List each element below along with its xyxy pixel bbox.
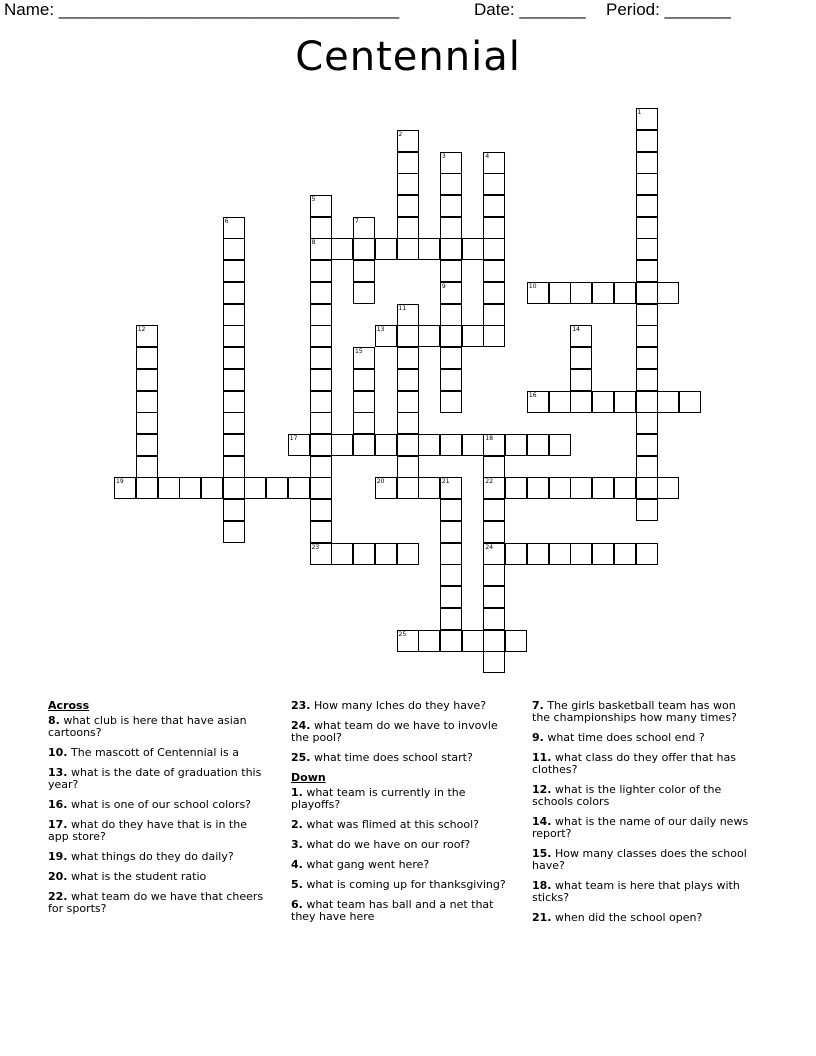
crossword-cell[interactable] (223, 412, 245, 434)
crossword-cell[interactable] (397, 195, 419, 217)
crossword-cell[interactable] (418, 434, 440, 456)
crossword-cell[interactable] (505, 630, 527, 652)
crossword-cell[interactable] (483, 499, 505, 521)
clue-down: 1. what team is currently in the playoffs? (291, 786, 466, 811)
worksheet-header (0, 0, 816, 24)
clue-down: 21. when did the school open? (532, 911, 703, 924)
crossword-cell[interactable] (483, 586, 505, 608)
clue-across: 25. what time does school start? (291, 751, 473, 764)
clue-across: 23. How many lches do they have? (291, 699, 487, 712)
crossword-cell[interactable] (114, 477, 136, 499)
clue-number-label: 23 (311, 543, 320, 551)
crossword-cell[interactable] (570, 391, 592, 413)
crossword-cell[interactable] (223, 238, 245, 260)
crossword-cell[interactable] (592, 543, 614, 565)
crossword-cell[interactable] (310, 499, 332, 521)
crossword-cell[interactable] (549, 543, 571, 565)
crossword-cell[interactable] (636, 238, 658, 260)
crossword-cell[interactable] (440, 238, 462, 260)
crossword-cell[interactable] (353, 238, 375, 260)
crossword-cell[interactable] (440, 325, 462, 347)
crossword-cell[interactable] (136, 347, 158, 369)
crossword-cell[interactable] (397, 477, 419, 499)
crossword-cell[interactable] (331, 238, 353, 260)
clue-number-label: 7 (355, 217, 359, 225)
crossword-cell[interactable] (636, 412, 658, 434)
crossword-cell[interactable] (483, 238, 505, 260)
crossword-cell[interactable] (266, 477, 288, 499)
clue-number-label: 8 (311, 239, 316, 247)
crossword-cell[interactable] (636, 347, 658, 369)
crossword-cell[interactable] (549, 434, 571, 456)
crossword-cell[interactable] (440, 586, 462, 608)
crossword-cell[interactable] (483, 217, 505, 239)
crossword-cell[interactable] (310, 260, 332, 282)
crossword-cell[interactable] (158, 477, 180, 499)
crossword-cell[interactable] (353, 391, 375, 413)
crossword-cell[interactable] (549, 282, 571, 304)
crossword-cell[interactable] (331, 543, 353, 565)
crossword-cell[interactable] (310, 238, 332, 260)
crossword-cell[interactable] (223, 499, 245, 521)
crossword-cell[interactable] (505, 477, 527, 499)
crossword-cell[interactable] (483, 152, 505, 174)
crossword-cell[interactable] (223, 456, 245, 478)
crossword-cell[interactable] (310, 304, 332, 326)
crossword-cell[interactable] (483, 651, 505, 673)
crossword-cell[interactable] (462, 434, 484, 456)
crossword-cell[interactable] (440, 304, 462, 326)
crossword-cell[interactable] (636, 499, 658, 521)
crossword-cell[interactable] (418, 477, 440, 499)
crossword-cell[interactable] (136, 325, 158, 347)
clue-down: 11. what class do they offer that has clothes? (532, 751, 736, 776)
crossword-cell[interactable] (636, 108, 658, 130)
crossword-cell[interactable] (223, 369, 245, 391)
crossword-cell[interactable] (462, 325, 484, 347)
crossword-cell[interactable] (201, 477, 223, 499)
crossword-cell[interactable] (679, 391, 701, 413)
crossword-cell[interactable] (375, 325, 397, 347)
crossword-cell[interactable] (614, 477, 636, 499)
page-title: Centennial (295, 34, 521, 80)
clue-down: 4. what gang went here? (291, 858, 430, 871)
crossword-cell[interactable] (505, 434, 527, 456)
crossword-cell[interactable] (483, 173, 505, 195)
crossword-cell[interactable] (136, 391, 158, 413)
crossword-cell[interactable] (636, 477, 658, 499)
crossword-cell[interactable] (636, 195, 658, 217)
crossword-cell[interactable] (483, 260, 505, 282)
down-heading: Down (291, 771, 326, 784)
crossword-cell[interactable] (527, 477, 549, 499)
crossword-cell[interactable] (353, 543, 375, 565)
crossword-cell[interactable] (549, 391, 571, 413)
clue-column-1 (48, 700, 266, 923)
clue-across: 8. what club is here that have asian cartoons? (48, 714, 247, 739)
crossword-cell[interactable] (462, 630, 484, 652)
crossword-cell[interactable] (310, 521, 332, 543)
crossword-cell[interactable] (440, 521, 462, 543)
crossword-cell[interactable] (397, 412, 419, 434)
crossword-cell[interactable] (614, 282, 636, 304)
crossword-cell[interactable] (636, 391, 658, 413)
period-field[interactable]: Period: _______ (606, 0, 731, 19)
clue-number-label: 4 (485, 152, 490, 160)
crossword-cell[interactable] (397, 543, 419, 565)
crossword-cell[interactable] (527, 391, 549, 413)
crossword-cell[interactable] (418, 325, 440, 347)
crossword-cell[interactable] (636, 543, 658, 565)
crossword-cell[interactable] (636, 282, 658, 304)
crossword-cell[interactable] (592, 477, 614, 499)
clue-across: 16. what is one of our school colors? (48, 798, 252, 811)
clue-number-label: 24 (485, 543, 494, 551)
clue-number-label: 11 (398, 304, 407, 312)
crossword-cell[interactable] (440, 499, 462, 521)
across-heading: Across (48, 699, 90, 712)
crossword-cell[interactable] (397, 391, 419, 413)
crossword-cell[interactable] (570, 325, 592, 347)
crossword-cell[interactable] (136, 434, 158, 456)
clue-number-label: 5 (311, 195, 316, 203)
crossword-cell[interactable] (397, 369, 419, 391)
crossword-cell[interactable] (310, 347, 332, 369)
name-field[interactable]: Name: ____________________________________ (4, 0, 400, 19)
crossword-cell[interactable] (223, 347, 245, 369)
crossword-cell[interactable] (483, 304, 505, 326)
crossword-cell[interactable] (136, 412, 158, 434)
crossword-cell[interactable] (223, 217, 245, 239)
crossword-cell[interactable] (440, 543, 462, 565)
crossword-cell[interactable] (223, 391, 245, 413)
crossword-cell[interactable] (353, 434, 375, 456)
crossword-cell[interactable] (549, 477, 571, 499)
crossword-cell[interactable] (310, 195, 332, 217)
crossword-cell[interactable] (223, 434, 245, 456)
crossword-cell[interactable] (375, 238, 397, 260)
crossword-cell[interactable] (636, 434, 658, 456)
clue-number-label: 2 (398, 130, 403, 138)
crossword-cell[interactable] (440, 391, 462, 413)
crossword-cell[interactable] (636, 217, 658, 239)
crossword-cell[interactable] (483, 195, 505, 217)
crossword-cell[interactable] (397, 304, 419, 326)
clue-down: 6. what team has ball and a net that they have here (291, 898, 494, 923)
crossword-cell[interactable] (636, 456, 658, 478)
crossword-cell[interactable] (418, 630, 440, 652)
clue-across: 10. The mascott of Centennial is a (48, 746, 239, 759)
crossword-cell[interactable] (570, 282, 592, 304)
crossword-cell[interactable] (353, 412, 375, 434)
crossword-cell[interactable] (636, 173, 658, 195)
clue-number-label: 3 (441, 152, 446, 160)
crossword-cell[interactable] (570, 477, 592, 499)
crossword-cell[interactable] (223, 477, 245, 499)
crossword-cell[interactable] (397, 152, 419, 174)
crossword-cell[interactable] (657, 391, 679, 413)
crossword-cell[interactable] (310, 412, 332, 434)
crossword-cell[interactable] (440, 564, 462, 586)
clue-number-label: 9 (441, 282, 446, 290)
crossword-cell[interactable] (353, 282, 375, 304)
clue-column-3 (532, 700, 756, 932)
crossword-cell[interactable] (483, 477, 505, 499)
crossword-cell[interactable] (483, 434, 505, 456)
clue-number-label: 15 (355, 348, 363, 355)
crossword-cell[interactable] (440, 347, 462, 369)
crossword-cell[interactable] (636, 152, 658, 174)
clue-across: 24. what team do we have to invovle the pool? (291, 719, 498, 744)
crossword-cell[interactable] (223, 521, 245, 543)
clue-number-label: 1 (637, 109, 642, 116)
crossword-cell[interactable] (483, 521, 505, 543)
crossword-cell[interactable] (223, 260, 245, 282)
crossword-cell[interactable] (375, 543, 397, 565)
clue-column-2 (291, 700, 511, 931)
crossword-cell[interactable] (353, 217, 375, 239)
crossword-cell[interactable] (310, 282, 332, 304)
crossword-cell[interactable] (397, 630, 419, 652)
crossword-cell[interactable] (636, 260, 658, 282)
crossword-cell[interactable] (397, 238, 419, 260)
crossword-cell[interactable] (223, 325, 245, 347)
crossword-cell[interactable] (592, 391, 614, 413)
clue-number-label: 21 (441, 478, 450, 486)
crossword-cell[interactable] (483, 543, 505, 565)
clue-down: 12. what is the lighter color of the schools colors (532, 783, 722, 808)
date-field[interactable]: Date: _______ (474, 0, 586, 19)
clue-number-label: 12 (137, 326, 146, 334)
crossword-cell[interactable] (440, 630, 462, 652)
crossword-cell[interactable] (440, 282, 462, 304)
clue-number-label: 22 (485, 478, 494, 486)
crossword-cell[interactable] (505, 543, 527, 565)
crossword-cell[interactable] (440, 434, 462, 456)
crossword-cell[interactable] (483, 630, 505, 652)
clue-down: 9. what time does school end ? (532, 731, 705, 744)
crossword-cell[interactable] (310, 391, 332, 413)
crossword-cell[interactable] (440, 260, 462, 282)
clue-across: 13. what is the date of graduation this year? (48, 766, 262, 791)
crossword-cell[interactable] (440, 173, 462, 195)
clue-number-label: 6 (224, 217, 229, 225)
crossword-cell[interactable] (397, 347, 419, 369)
crossword-cell[interactable] (136, 456, 158, 478)
clue-number-label: 20 (376, 478, 385, 486)
clue-across: 20. what is the student ratio (48, 870, 207, 883)
clue-number-label: 14 (572, 326, 580, 334)
crossword-cell[interactable] (440, 217, 462, 239)
crossword-cell[interactable] (136, 369, 158, 391)
crossword-cell[interactable] (570, 369, 592, 391)
crossword-cell[interactable] (353, 369, 375, 391)
crossword-cell[interactable] (614, 543, 636, 565)
crossword-cell[interactable] (397, 456, 419, 478)
clue-number-label: 17 (289, 434, 298, 442)
clue-down: 15. How many classes does the school have? (532, 847, 747, 872)
crossword-cell[interactable] (288, 434, 310, 456)
crossword-cell[interactable] (483, 325, 505, 347)
crossword-cell[interactable] (570, 543, 592, 565)
clue-across: 22. what team do we have that cheers for sports? (48, 890, 264, 915)
crossword-cell[interactable] (397, 130, 419, 152)
clue-down: 14. what is the name of our daily news report? (532, 815, 749, 840)
crossword-cell[interactable] (483, 564, 505, 586)
crossword-cell[interactable] (657, 282, 679, 304)
crossword-cell[interactable] (418, 238, 440, 260)
crossword-cell[interactable] (527, 434, 549, 456)
crossword-cell[interactable] (636, 369, 658, 391)
crossword-cell[interactable] (310, 325, 332, 347)
clue-number-label: 25 (398, 630, 407, 638)
crossword-cell[interactable] (440, 369, 462, 391)
crossword-cell[interactable] (136, 477, 158, 499)
crossword-cell[interactable] (375, 434, 397, 456)
crossword-cell[interactable] (310, 477, 332, 499)
clue-across: 19. what things do they do daily? (48, 850, 234, 863)
crossword-cell[interactable] (397, 173, 419, 195)
clue-down: 3. what do we have on our roof? (291, 838, 471, 851)
crossword-cell[interactable] (440, 477, 462, 499)
crossword-cell[interactable] (310, 456, 332, 478)
crossword-cell[interactable] (657, 477, 679, 499)
crossword-cell[interactable] (310, 369, 332, 391)
clue-number-label: 18 (485, 434, 494, 442)
crossword-cell[interactable] (592, 282, 614, 304)
crossword-cell[interactable] (527, 282, 549, 304)
crossword-cell[interactable] (483, 608, 505, 630)
clue-number-label: 13 (376, 326, 385, 334)
clue-across: 17. what do they have that is in the app store? (48, 818, 247, 843)
crossword-cell[interactable] (614, 391, 636, 413)
clue-down: 2. what was flimed at this school? (291, 818, 479, 831)
crossword-cell[interactable] (636, 304, 658, 326)
crossword-cell[interactable] (288, 477, 310, 499)
crossword-cell[interactable] (440, 152, 462, 174)
crossword-cell[interactable] (397, 217, 419, 239)
clue-number-label: 19 (116, 478, 124, 486)
clue-number-label: 16 (528, 391, 537, 399)
crossword-cell[interactable] (462, 238, 484, 260)
crossword-cell[interactable] (397, 434, 419, 456)
crossword-cell[interactable] (440, 195, 462, 217)
crossword-cell[interactable] (483, 282, 505, 304)
clue-down: 7. The girls basketball team has won the championships how many times? (532, 699, 737, 724)
crossword-cell[interactable] (527, 543, 549, 565)
crossword-cell[interactable] (353, 347, 375, 369)
clue-down: 18. what team is here that plays with sticks? (532, 879, 740, 904)
crossword-cell[interactable] (636, 325, 658, 347)
crossword-cell[interactable] (244, 477, 266, 499)
crossword-cell[interactable] (310, 434, 332, 456)
clue-down: 5. what is coming up for thanksgiving? (291, 878, 506, 891)
crossword-cell[interactable] (179, 477, 201, 499)
crossword-cell[interactable] (223, 304, 245, 326)
crossword-cell[interactable] (331, 434, 353, 456)
crossword-cell[interactable] (397, 325, 419, 347)
crossword-cell[interactable] (353, 260, 375, 282)
crossword-cell[interactable] (636, 130, 658, 152)
crossword-cell[interactable] (310, 217, 332, 239)
crossword-cell[interactable] (310, 543, 332, 565)
clue-list (0, 700, 816, 1040)
crossword-cell[interactable] (570, 347, 592, 369)
crossword-cell[interactable] (375, 477, 397, 499)
crossword-cell[interactable] (223, 282, 245, 304)
clue-number-label: 10 (528, 282, 537, 290)
crossword-cell[interactable] (440, 608, 462, 630)
crossword-cell[interactable] (483, 456, 505, 478)
